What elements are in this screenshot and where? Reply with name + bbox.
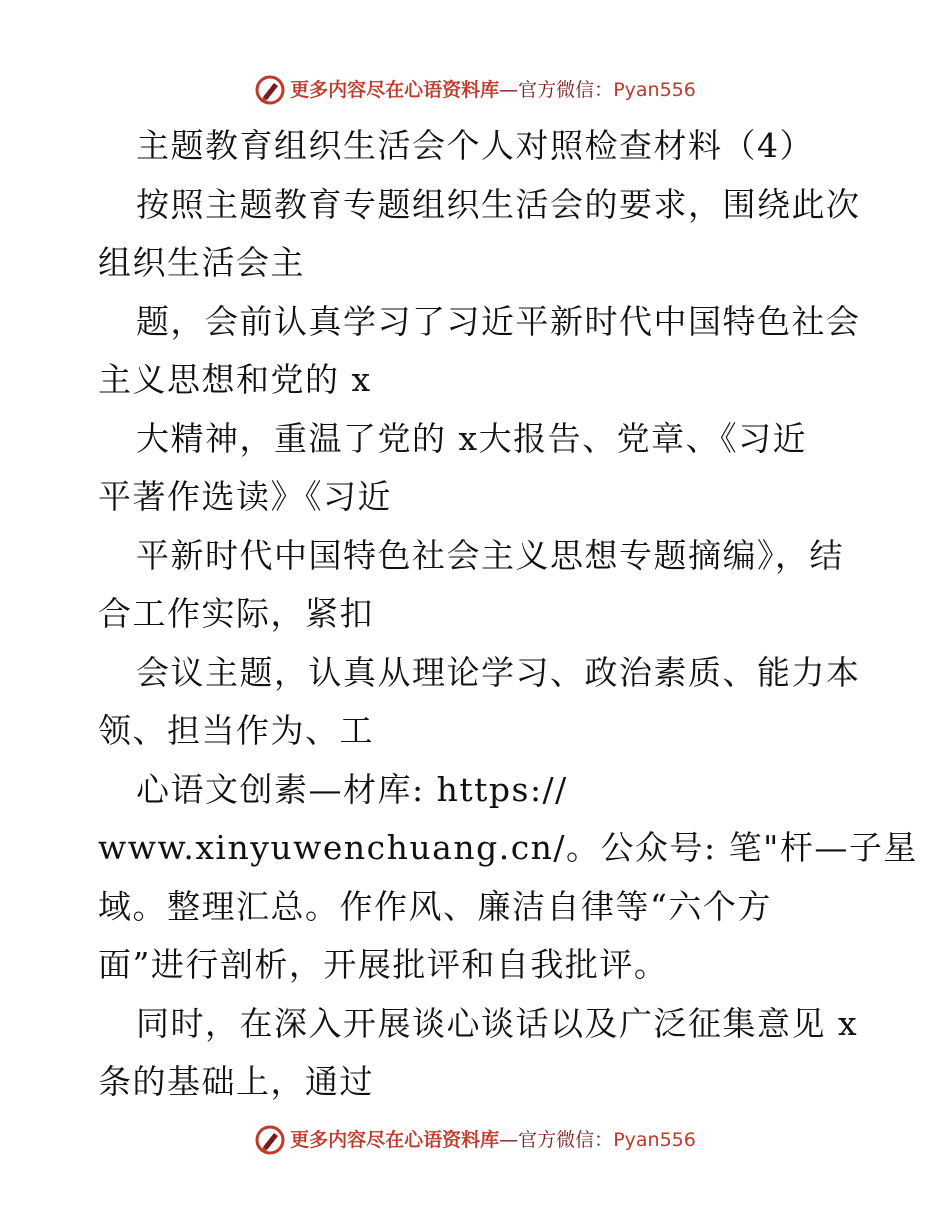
banner-main-text: 更多内容尽在心语资料库 (290, 79, 500, 101)
text-line: 合工作实际，紧扣 (98, 594, 374, 633)
text-line: www.xinyuwenchuang.cn/。公众号: 笔"杆—子星 (98, 828, 918, 867)
text-line: 会议主题，认真从理论学习、政治素质、能力本 (136, 652, 861, 692)
text-line: 心语文创素—材库: https:// (136, 769, 568, 809)
footer-watermark-banner (0, 1120, 950, 1160)
banner-separator: — (499, 1129, 519, 1151)
document-title: 主题教育组织生活会个人对照检查材料（4） (136, 126, 814, 165)
banner-wechat-id: Pyan556 (613, 1129, 696, 1151)
text-line: 平著作选读》《习近 (98, 477, 392, 516)
text-line: 组织生活会主 (98, 243, 305, 282)
pen-logo-icon (254, 74, 286, 106)
text-line: 平新时代中国特色社会主义思想专题摘编》，结 (136, 535, 844, 575)
text-line: 条的基础上，通过 (98, 1062, 374, 1101)
text-line: 主义思想和党的 x (98, 360, 372, 399)
text-line: 按照主题教育专题组织生活会的要求，围绕此次 (136, 184, 861, 224)
banner-main-text: 更多内容尽在心语资料库 (290, 1129, 500, 1151)
text-line: 面”进行剖析，开展批评和自我批评。 (98, 945, 669, 984)
text-line: 同时，在深入开展谈心谈话以及广泛征集意见 x (136, 1003, 859, 1043)
banner-wechat-id: Pyan556 (613, 79, 696, 101)
banner-wechat-label: 官方微信： (518, 79, 614, 101)
text-line: 大精神，重温了党的 x大报告、党章、《习近 (136, 418, 808, 458)
document-body (98, 117, 918, 1112)
text-line: 领、担当作为、工 (98, 711, 374, 750)
text-line: 题，会前认真学习了习近平新时代中国特色社会 (136, 301, 861, 341)
banner-separator: — (499, 79, 519, 101)
pen-logo-icon (254, 1124, 286, 1156)
banner-wechat-label: 官方微信： (518, 1129, 614, 1151)
text-line: 域。整理汇总。作作风、廉洁自律等“六个方 (98, 886, 772, 926)
header-watermark-banner (0, 70, 950, 110)
